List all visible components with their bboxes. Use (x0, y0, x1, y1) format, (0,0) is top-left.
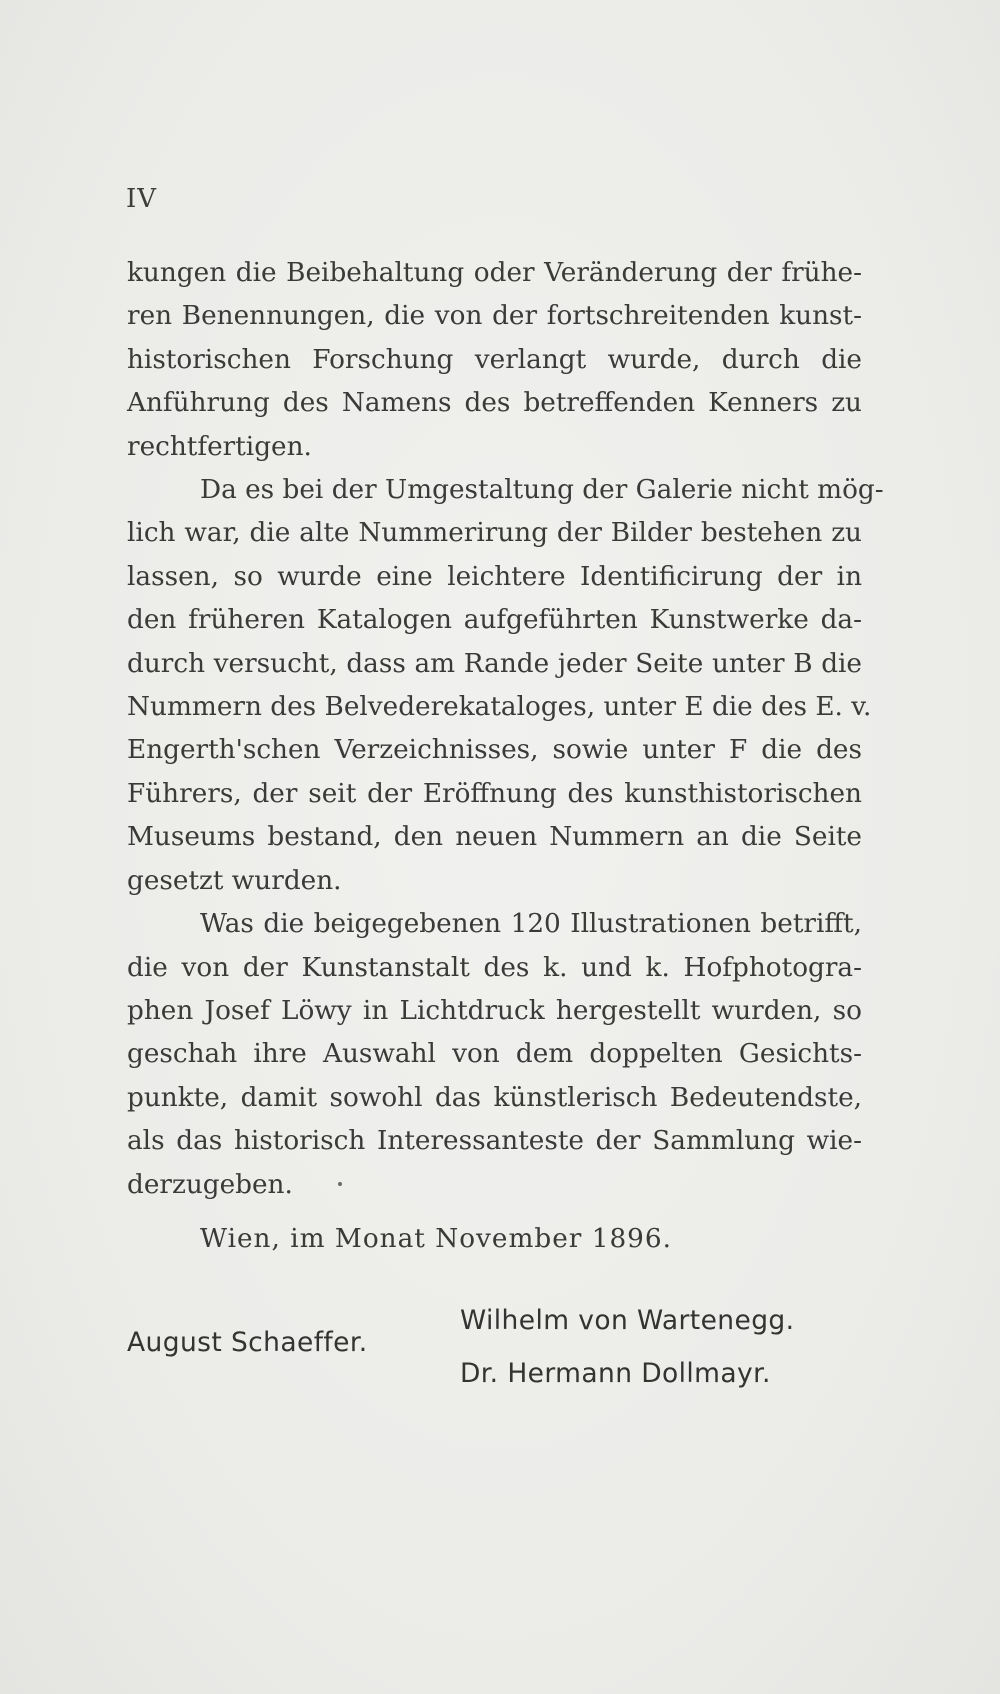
text-line: geschah ihre Auswahl von dem doppelten Gesichts- (127, 1039, 862, 1070)
paragraph-3 (127, 903, 862, 1207)
text-line: gesetzt wurden. (127, 865, 342, 896)
signature-hermann-dollmayr: Dr. Hermann Dollmayr. (460, 1358, 771, 1389)
body-text (127, 252, 884, 1207)
text-line: punkte, damit sowohl das künstlerisch Bedeutendste, (127, 1082, 862, 1113)
text-line: ren Benennungen, die von der fortschreitenden kunst- (127, 301, 862, 332)
text-line: phen Josef Löwy in Lichtdruck hergestellt wurden, so (127, 995, 862, 1026)
text-line: derzugeben. (127, 1169, 293, 1200)
text-line: Führers, der seit der Eröffnung des kunsthistorischen (127, 778, 862, 809)
text-line: Da es bei der Umgestaltung der Galerie nicht mög- (200, 475, 884, 506)
text-line: historischen Forschung verlangt wurde, durch die (127, 344, 862, 375)
text-line: rechtfertigen. (127, 431, 312, 462)
text-line: durch versucht, dass am Rande jeder Seite unter B die (127, 648, 862, 679)
print-speck (338, 1182, 342, 1186)
text-line: Museums bestand, den neuen Nummern an die Seite (127, 822, 862, 853)
text-line: Engerth'schen Verzeichnisses, sowie unter F die des (127, 735, 862, 766)
text-line: lassen, so wurde eine leichtere Identificirung der in (127, 561, 862, 592)
paragraph-1 (127, 252, 862, 469)
text-line: Nummern des Belvederekataloges, unter E die des E. v. (127, 692, 872, 723)
text-line: lich war, die alte Nummerirung der Bilder bestehen zu (127, 518, 862, 549)
paragraph-2 (127, 469, 884, 903)
text-line: den früheren Katalogen aufgeführten Kunstwerke da- (127, 605, 862, 636)
signature-august-schaeffer: August Schaeffer. (127, 1327, 368, 1358)
text-line: Anführung des Namens des betreffenden Kenners zu (127, 388, 862, 419)
signature-wilhelm-von-wartenegg: Wilhelm von Wartenegg. (460, 1305, 795, 1336)
text-line: die von der Kunstanstalt des k. und k. Hofphotogra- (127, 952, 862, 983)
text-line: kungen die Beibehaltung oder Veränderung der frühe- (127, 258, 862, 288)
text-line: Was die beigegebenen 120 Illustrationen betrifft, (200, 909, 862, 940)
dateline: Wien, im Monat November 1896. (200, 1224, 673, 1254)
text-line: als das historisch Interessanteste der Sammlung wie- (127, 1126, 862, 1157)
page-number: IV (126, 184, 158, 214)
